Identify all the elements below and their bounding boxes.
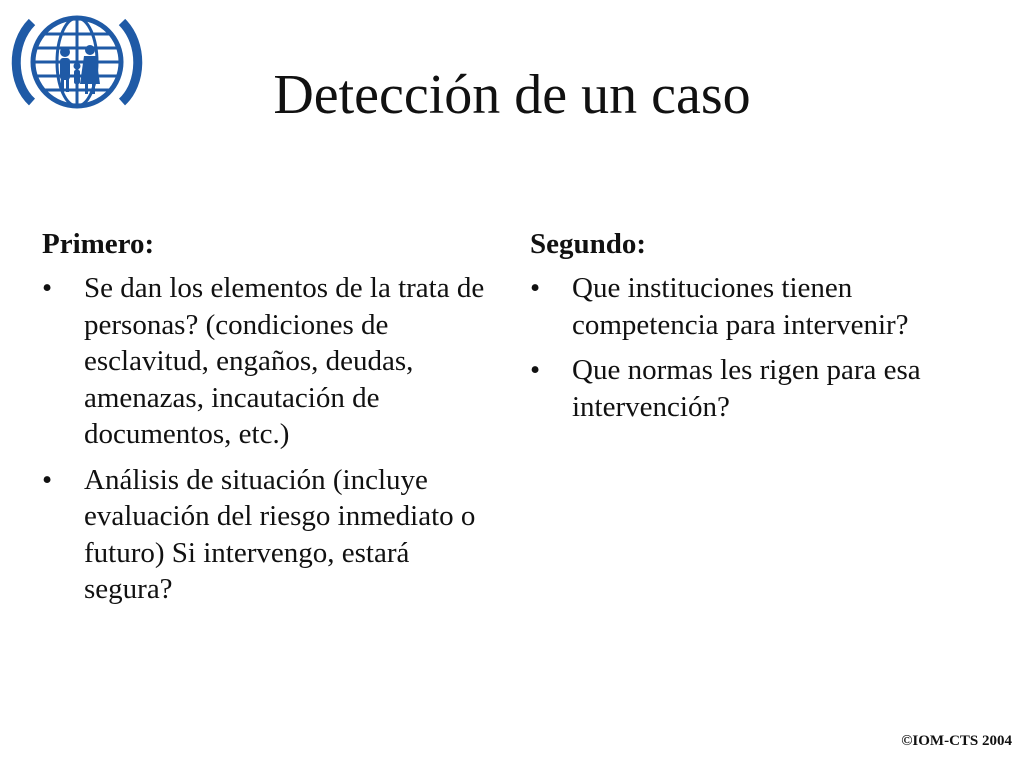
bullet-icon: • xyxy=(42,463,53,496)
left-column-heading: Primero: xyxy=(42,228,155,260)
list-item xyxy=(530,270,970,343)
list-item xyxy=(42,270,502,453)
list-item xyxy=(42,462,502,608)
bullet-icon: • xyxy=(42,272,53,304)
bullet-text: Se dan los elementos de la trata de personas? (condiciones de esclavitud, engaños, deudas, amenazas, incautación de documentos, etc.) xyxy=(84,272,485,450)
bullet-icon: • xyxy=(530,354,541,386)
bullet-text: Que instituciones tienen competencia para intervenir? xyxy=(572,272,909,341)
left-bullet-list xyxy=(42,270,502,608)
list-item xyxy=(530,352,970,425)
bullet-icon: • xyxy=(530,272,541,304)
right-bullet-list xyxy=(530,270,970,425)
right-column-heading: Segundo: xyxy=(530,228,647,260)
bullet-text: Análisis de situación (incluye evaluación del riesgo inmediato o futuro) Si intervengo, estará segura? xyxy=(84,463,476,605)
left-column xyxy=(42,226,502,617)
bullet-text: Que normas les rigen para esa intervención? xyxy=(572,354,921,423)
copyright-footer: ©IOM-CTS 2004 xyxy=(901,733,1012,749)
right-column xyxy=(530,226,970,434)
slide-title: Detección de un caso xyxy=(273,64,751,126)
